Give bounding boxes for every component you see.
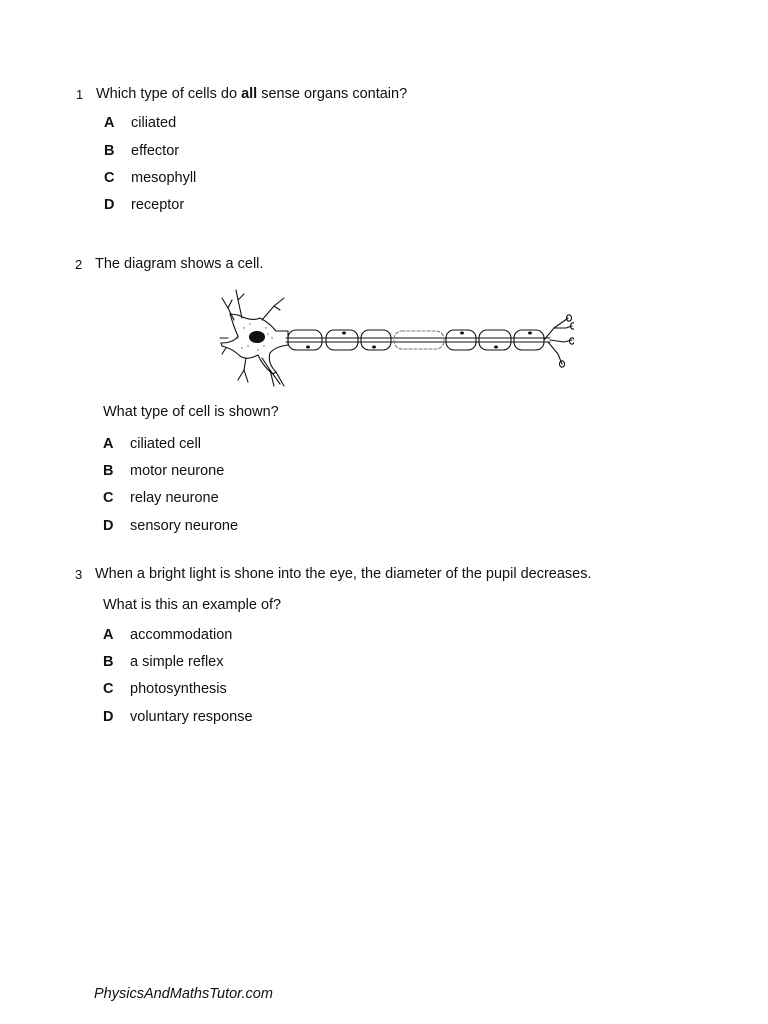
stem-emphasis: all: [241, 86, 258, 102]
option-letter: B: [103, 654, 114, 670]
option-text: voluntary response: [130, 709, 253, 725]
option-letter: C: [103, 681, 114, 697]
option-text: receptor: [131, 197, 185, 213]
option-letter: A: [103, 436, 114, 452]
option-letter: C: [103, 490, 114, 506]
option-letter: B: [103, 463, 114, 479]
option-letter: D: [103, 518, 114, 534]
stem-text: Which type of cells do: [96, 86, 242, 102]
option-text: accommodation: [130, 627, 233, 643]
option-text: ciliated cell: [130, 436, 201, 452]
option-letter: B: [104, 143, 115, 159]
option-letter: A: [103, 627, 114, 643]
question-stem: When a bright light is shone into the eye, the diameter of the pupil decreases.: [95, 566, 592, 582]
question-stem: The diagram shows a cell.: [95, 256, 264, 272]
option-text: motor neurone: [130, 463, 225, 479]
question-number: 3: [75, 567, 83, 582]
stem-text: sense organs contain?: [257, 86, 408, 102]
option-text: mesophyll: [131, 170, 197, 186]
question-prompt: What type of cell is shown?: [103, 404, 279, 420]
option-text: sensory neurone: [130, 518, 239, 534]
motor-neurone-diagram: [218, 288, 574, 390]
option-letter: D: [104, 197, 115, 213]
option-text: effector: [131, 143, 180, 159]
option-text: relay neurone: [130, 490, 219, 506]
question-number: 1: [76, 87, 84, 102]
question-number: 2: [75, 257, 83, 272]
option-text: photosynthesis: [130, 681, 227, 697]
option-letter: A: [104, 115, 115, 131]
nucleus-shape: [250, 332, 265, 343]
question-prompt: What is this an example of?: [103, 597, 282, 613]
option-letter: D: [103, 709, 114, 725]
footer-site-name: PhysicsAndMathsTutor.com: [94, 986, 273, 1002]
option-text: ciliated: [131, 115, 177, 131]
question-stem: [96, 86, 407, 102]
option-text: a simple reflex: [130, 654, 224, 670]
option-letter: C: [104, 170, 115, 186]
